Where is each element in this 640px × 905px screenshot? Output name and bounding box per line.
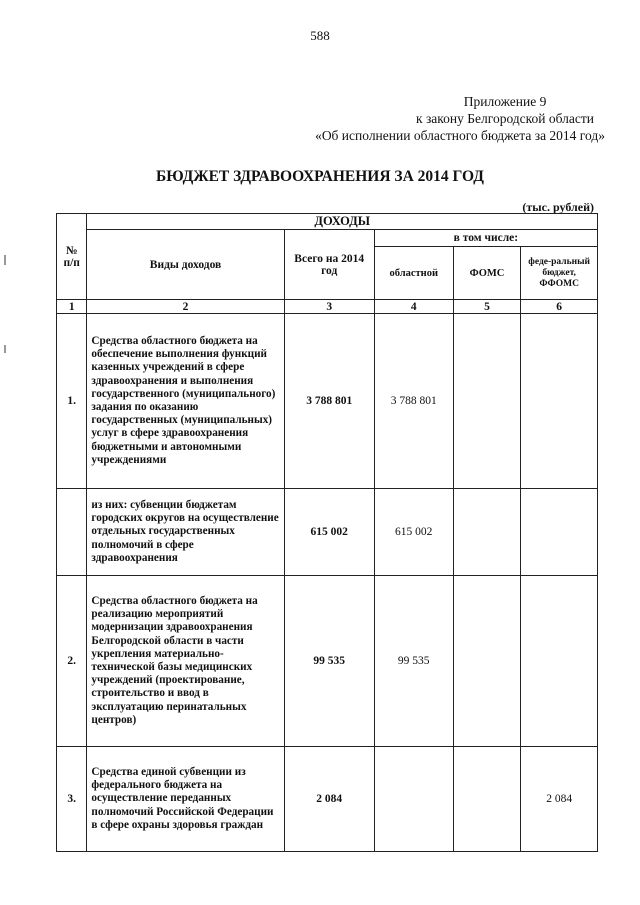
scan-margin-mark: [4, 255, 6, 265]
budget-table: [56, 213, 598, 852]
header-income: ДОХОДЫ: [87, 214, 598, 230]
header-federal: феде-ральный бюджет, ФФОМС: [521, 247, 598, 300]
page-number: 588: [310, 28, 330, 43]
header-income-kinds: Виды доходов: [87, 230, 284, 300]
appendix-line-1: Приложение 9: [463, 94, 547, 109]
regional-value: 99 535: [374, 576, 453, 747]
col-number: 2: [87, 300, 284, 314]
header-including: в том числе:: [374, 230, 597, 247]
col-number: 3: [284, 300, 374, 314]
row-number: [57, 489, 87, 576]
header-regional: областной: [374, 247, 453, 300]
regional-value: 3 788 801: [374, 314, 453, 489]
foms-value: [453, 314, 521, 489]
row-number: 2.: [57, 576, 87, 747]
header-foms: ФОМС: [453, 247, 521, 300]
federal-value: [521, 576, 598, 747]
appendix-reference: [315, 93, 605, 144]
units-label: (тыс. рублей): [522, 200, 594, 214]
appendix-line-3: «Об исполнении областного бюджета за 2014 год»: [315, 128, 605, 143]
federal-value: [521, 489, 598, 576]
row-number: 3.: [57, 747, 87, 852]
income-kind: Средства областного бюджета на обеспечение выполнения функций казенных учреждений в сфере здравоохранения и выполнения государственного (муниципального) задания по оказанию государственных (муниципальных) услуг в сфере здравоохранения бюджетными и автономными учреждениями: [87, 314, 284, 489]
col-number: 4: [374, 300, 453, 314]
foms-value: [453, 747, 521, 852]
col-number: 6: [521, 300, 598, 314]
document-title: БЮДЖЕТ ЗДРАВООХРАНЕНИЯ ЗА 2014 ГОД: [156, 168, 484, 185]
total-value: 99 535: [284, 576, 374, 747]
total-value: 3 788 801: [284, 314, 374, 489]
regional-value: 615 002: [374, 489, 453, 576]
total-value: 615 002: [284, 489, 374, 576]
col-number: 5: [453, 300, 521, 314]
col-number: 1: [57, 300, 87, 314]
header-total: Всего на 2014 год: [284, 230, 374, 300]
income-kind: Средства областного бюджета на реализацию мероприятий модернизации здравоохранения Белгородской области в части укрепления материально-технической базы медицинских учреждений (проектирование, строительство и ввод в эксплуатацию перинатальных центров): [87, 576, 284, 747]
table-row: [57, 576, 598, 747]
federal-value: 2 084: [521, 747, 598, 852]
foms-value: [453, 489, 521, 576]
header-number: № п/п: [57, 214, 87, 300]
regional-value: [374, 747, 453, 852]
foms-value: [453, 576, 521, 747]
income-kind: из них: субвенции бюджетам городских округов на осуществление отдельных государственных полномочий в сфере здравоохранения: [87, 489, 284, 576]
appendix-line-2: к закону Белгородской области: [416, 111, 595, 126]
federal-value: [521, 314, 598, 489]
income-kind: Средства единой субвенции из федерального бюджета на осуществление переданных полномочий Российской Федерации в сфере охраны здоровья граждан: [87, 747, 284, 852]
total-value: 2 084: [284, 747, 374, 852]
table-row: [57, 314, 598, 489]
scan-margin-mark: [4, 345, 6, 353]
table-row: [57, 747, 598, 852]
column-number-row: [57, 300, 598, 314]
row-number: 1.: [57, 314, 87, 489]
table-row: [57, 489, 598, 576]
